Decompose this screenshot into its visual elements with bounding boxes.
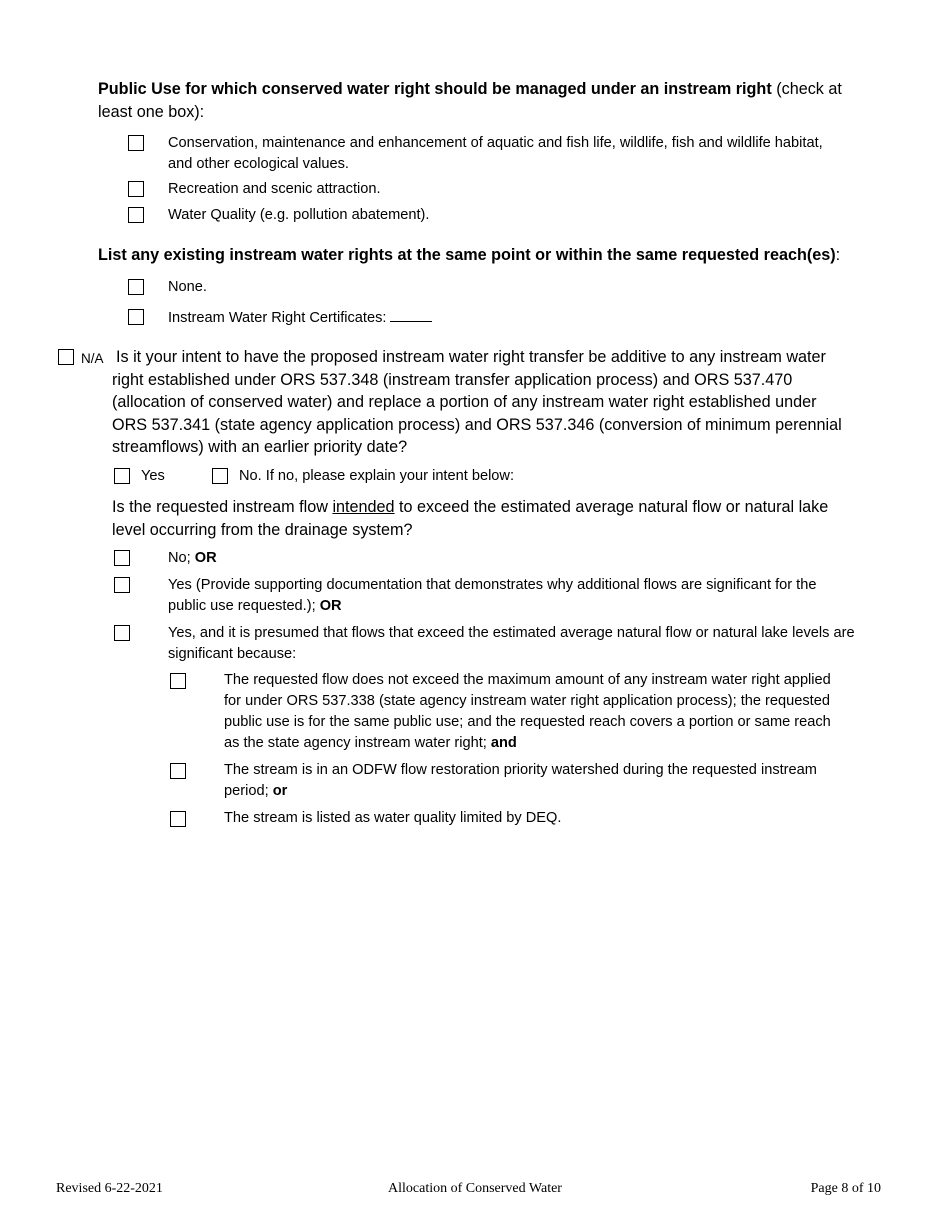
option-recreation: Recreation and scenic attraction. — [168, 181, 381, 197]
option-exceed-no — [168, 548, 217, 569]
sub-option-agency-right-bold: and — [490, 735, 517, 751]
exceed-question-underlined: intended — [332, 498, 395, 516]
section2-heading-bold: List any existing instream water rights at the same point or within the same requested reach(es) — [98, 246, 836, 264]
option-certificates-label: Instream Water Right Certificates: — [168, 310, 387, 326]
section2-heading-rest: : — [835, 246, 841, 264]
checkbox-exceed-yes-docs[interactable] — [114, 577, 130, 593]
sub-option-odfw-text: The stream is in an ODFW flow restoration priority watershed during the requested instream period; — [224, 762, 817, 799]
checkbox-sub-deq[interactable] — [170, 811, 186, 827]
option-exceed-no-text: No; — [168, 550, 195, 566]
exceed-question-b: to exceed the estimated average natural flow or natural lake level occurring from the drainage system? — [112, 498, 829, 539]
sub-option-agency-right-text: The requested flow does not exceed the maximum amount of any instream water right applied for under ORS 537.338 (state agency instream water right application process); the requested public use is for the same public use; and the requested reach covers a portion or same reach as the state agency instream water right; — [224, 672, 831, 751]
option-certificates — [168, 307, 432, 329]
additive-intent-question-text: Is it your intent to have the proposed instream water right transfer be additive to any instream water right established under ORS 537.348 (instream transfer application process) and ORS 537.470 (allocation of conserved water) and replace a portion of any instream water right established under ORS 537.341 (state agency application process) and ORS 537.346 (conversion of minimum perennial streamflows) with an earlier priority date? — [112, 348, 842, 457]
section1-heading — [98, 78, 858, 123]
option-exceed-yes-docs-bold: OR — [319, 598, 342, 614]
yes-label: Yes — [141, 468, 165, 484]
checkbox-exceed-yes-presumed[interactable] — [114, 625, 130, 641]
sub-option-agency-right — [224, 670, 849, 754]
option-water-quality: Water Quality (e.g. pollution abatement). — [168, 207, 430, 223]
checkbox-no[interactable] — [212, 468, 228, 484]
footer-title: Allocation of Conserved Water — [388, 1181, 562, 1196]
option-exceed-no-bold: OR — [194, 550, 217, 566]
sub-option-deq: The stream is listed as water quality limited by DEQ. — [224, 810, 562, 826]
section1-heading-bold: Public Use for which conserved water right should be managed under an instream right — [98, 80, 772, 98]
exceed-question-a: Is the requested instream flow — [112, 498, 333, 516]
section2-heading — [98, 244, 878, 267]
checkbox-none[interactable] — [128, 279, 144, 295]
footer-revised: Revised 6-22-2021 — [56, 1181, 163, 1196]
checkbox-recreation[interactable] — [128, 181, 144, 197]
no-label: No. If no, please explain your intent below: — [239, 468, 515, 484]
na-label: N/A — [81, 351, 104, 366]
checkbox-na[interactable] — [58, 349, 74, 365]
additive-intent-question — [112, 346, 852, 459]
sub-option-odfw-bold: or — [272, 783, 288, 799]
exceed-flow-question — [112, 496, 857, 541]
checkbox-yes[interactable] — [114, 468, 130, 484]
option-exceed-yes-presumed: Yes, and it is presumed that flows that exceed the estimated average natural flow or natural lake levels are significant because: — [168, 625, 855, 662]
section1-heading-rest: (check at least one box): — [98, 80, 842, 121]
option-exceed-yes-docs-text: Yes (Provide supporting documentation that demonstrates why additional flows are significant for the public use requested.); — [168, 577, 817, 614]
checkbox-certificates[interactable] — [128, 309, 144, 325]
option-conservation: Conservation, maintenance and enhancement of aquatic and fish life, wildlife, fish and wildlife habitat, and other ecological values. — [168, 135, 823, 172]
sub-option-odfw — [224, 760, 849, 802]
checkbox-sub-agency-right[interactable] — [170, 673, 186, 689]
footer-page-number: Page 8 of 10 — [810, 1181, 881, 1196]
checkbox-water-quality[interactable] — [128, 207, 144, 223]
option-exceed-yes-docs — [168, 575, 858, 617]
checkbox-sub-odfw[interactable] — [170, 763, 186, 779]
checkbox-conservation[interactable] — [128, 135, 144, 151]
checkbox-exceed-no[interactable] — [114, 550, 130, 566]
option-none: None. — [168, 279, 207, 295]
certificates-blank-field[interactable] — [390, 307, 432, 322]
